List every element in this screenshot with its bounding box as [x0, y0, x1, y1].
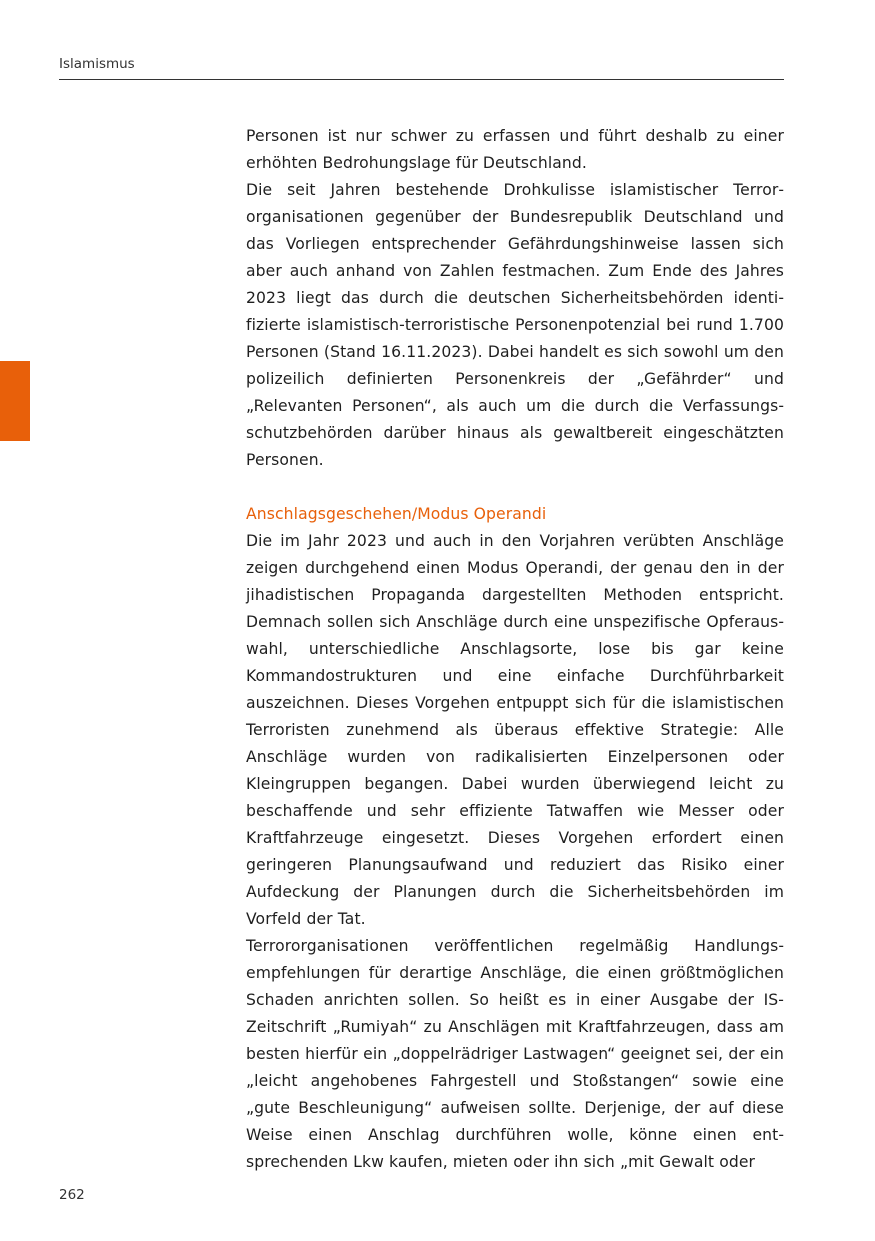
paragraph: Die seit Jahren bestehende Drohkulisse islamistischer Terrororganisationen gegenüber der Bundesrepublik Deutschland und das Vorliegen entsprechender Gefährdungshinweise lassen sich aber auch anhand von Zahlen festmachen. Zum Ende des Jahres 2023 liegt das durch die deutschen Sicherheitsbehörden identifizierte islamistisch-terroristische Personenpotenzial bei rund 1.700 Personen (Stand 16.11.2023). Dabei handelt es sich sowohl um den polizeilich definierten Personenkreis der „Gefährder“ und „Relevanten Personen“, als auch um die durch die Verfassungsschutzbehörden darüber hinaus als gewaltbereit eingeschätzten Personen. [246, 181, 784, 469]
paragraph: Terrororganisationen veröffentlichen regelmäßig Handlungsempfehlungen für derartige Anschläge, die einen größtmöglichen Schaden anrichten sollen. So heißt es in einer Ausgabe der IS-Zeitschrift „Rumiyah“ zu Anschlägen mit Kraftfahrzeugen, dass am besten hierfür ein „doppelrädriger Lastwagen“ geeignet sei, der ein „leicht angehobenes Fahrgestell und Stoßstangen“ sowie eine „gute Beschleunigung“ aufweisen sollte. Derjenige, der auf diese Weise einen Anschlag durchführen wolle, könne einen entsprechenden Lkw kaufen, mieten oder ihn sich „mit Gewalt oder [246, 937, 784, 1171]
chapter-side-marker [0, 361, 30, 441]
paragraph: Die im Jahr 2023 und auch in den Vorjahren verübten Anschläge zeigen durchgehend einen Modus Operandi, der genau den in der jihadistischen Propaganda dargestellten Methoden entspricht. Demnach sollen sich Anschläge durch eine unspezifische Opferauswahl, unterschiedliche Anschlagsorte, lose bis gar keine Kommandostrukturen und eine einfache Durchführbarkeit auszeichnen. Dieses Vorgehen entpuppt sich für die islamistischen Terroristen zunehmend als überaus effektive Strategie: Alle Anschläge wurden von radikalisierten Einzelpersonen oder Kleingruppen begangen. Dabei wurden überwiegend leicht zu beschaffende und sehr effiziente Tatwaffen wie Messer oder Kraftfahrzeuge eingesetzt. Dieses Vorgehen erfordert einen geringeren Planungsaufwand und reduziert das Risiko einer Aufdeckung der Planungen durch die Sicherheitsbehörden im Vorfeld der Tat. [246, 532, 784, 928]
section-heading: Anschlagsgeschehen/Modus Operandi [246, 505, 547, 523]
header-rule [59, 79, 784, 80]
paragraph: Personen ist nur schwer zu erfassen und führt deshalb zu einer erhöhten Bedrohungslage für Deutschland. [246, 127, 784, 172]
page-number: 262 [59, 1187, 85, 1203]
main-text [246, 123, 784, 1176]
running-head: Islamismus [59, 56, 135, 72]
